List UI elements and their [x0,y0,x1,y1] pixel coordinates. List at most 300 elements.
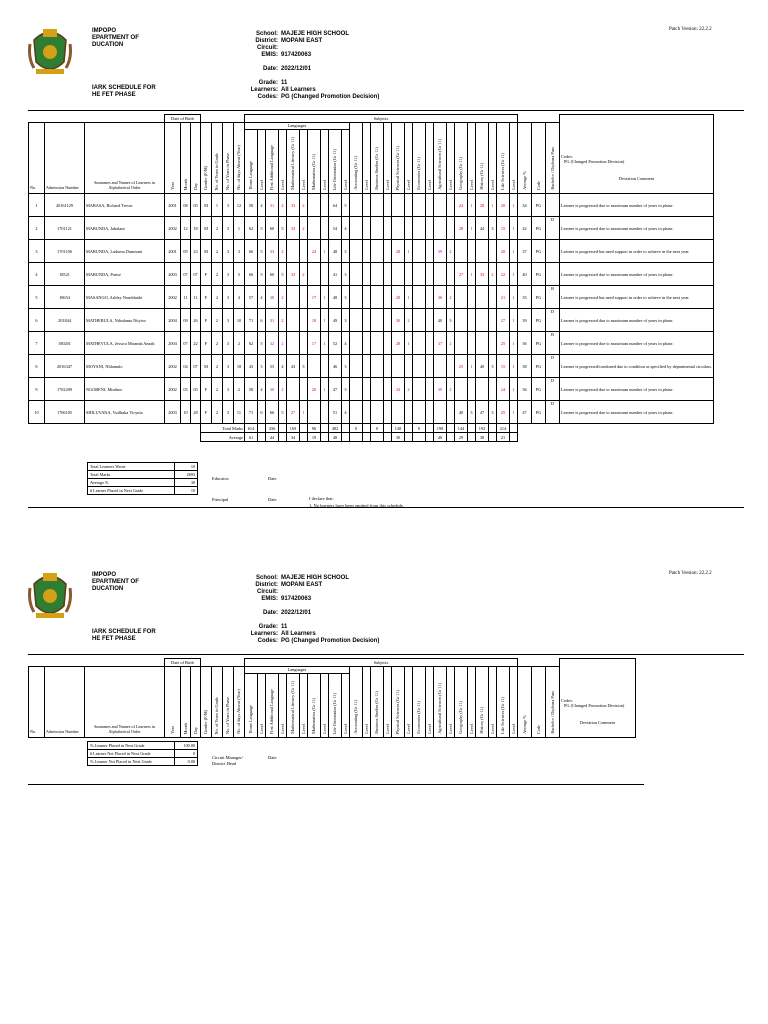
column-header-label: Level [447,180,453,190]
schedule-title [92,629,156,643]
cell-level: 4 [258,286,266,309]
cell-month: 12 [181,217,191,240]
column-header [384,667,392,738]
totals-cell: 436 [266,424,279,433]
cell-mark: 20 [497,240,510,263]
cell-day: 22 [191,332,201,355]
cell-level: 2 [300,263,308,286]
cell-level [426,240,434,263]
cell-no: 1 [29,194,45,217]
cell-level: 2 [447,332,455,355]
cell-level: 3 [489,217,497,240]
learner-row [29,240,714,263]
blank-cell [29,659,165,667]
dob-group-header: Date of Birth [165,659,201,667]
column-header [434,123,447,194]
column-header [266,667,279,738]
cell-no: 2 [29,217,45,240]
column-header [279,667,287,738]
info-label: District: [255,582,278,588]
blank-cell [29,424,201,433]
cell-level [300,240,308,263]
schedule-title-line: IARK SCHEDULE FOR [92,85,156,91]
cell-deviation-comment: Learner is progressed due to maximum number of years in phase. [560,401,714,424]
cell-year: 2004 [165,332,181,355]
cell-mark [392,401,405,424]
column-header [165,123,181,194]
column-header-label: Agricultural Sciences (Gr 11) [436,683,442,734]
info-value: All Learners [281,87,316,93]
cell-no: 5 [29,286,45,309]
summary-label: Total Learners Wrote [88,463,175,471]
cell-yip: 3 [223,194,234,217]
info-value: MAJEJE HIGH SCHOOL [281,575,350,581]
cell-level: 2 [300,217,308,240]
dept-line: EPARTMENT OF [92,579,139,585]
column-header-label: Level [468,724,474,734]
column-header-label: Level [384,724,390,734]
deviation-header: Deviation Comment [580,719,615,725]
totals-cell [342,433,350,442]
dept-line: DUCATION [92,586,124,592]
cell-yig: 2 [212,401,223,424]
cell-deviation-comment: Learner is progressed but need support in order to achieve in the next year. [560,286,714,309]
cell-gender: F [201,263,212,286]
summary-row [88,742,198,750]
cell-mark: 28 [392,286,405,309]
column-header [468,667,476,738]
cell-mark [371,401,384,424]
cell-average: 36 [518,332,532,355]
cell-code: PG [532,309,546,332]
cell-abs: 5 [234,263,245,286]
cell-level: 1 [321,240,329,263]
cell-mark [455,378,468,401]
cell-average: 42 [518,217,532,240]
cell-mark [434,217,447,240]
department-name [92,572,139,593]
column-header [45,123,85,194]
blank-cell [201,115,245,123]
info-value: 917420063 [281,52,312,58]
column-header [497,123,510,194]
cell-level: 2 [447,378,455,401]
totals-label: Total Marks [201,424,245,433]
info-value: 2022/12/01 [281,66,312,72]
column-header [546,123,560,194]
cell-mark: 58 [245,194,258,217]
cell-average: 47 [518,401,532,424]
cell-mark: 17 [308,286,321,309]
totals-cell [447,433,455,442]
column-header [392,123,405,194]
cell-level [384,194,392,217]
column-header-label: No. [30,729,37,734]
column-header [212,667,223,738]
column-header-label: Surnames and Names of Learners in Alphabetical Order [94,724,155,734]
cell-level [405,355,413,378]
cell-mark: 52 [329,332,342,355]
cell-level [447,217,455,240]
cell-level [384,332,392,355]
cell-year: 2004 [165,309,181,332]
cell-mark [476,332,489,355]
column-header-label: Geography (Gr 11) [457,701,463,734]
schedule-page-1 [0,0,768,508]
cell-mark [413,194,426,217]
cell-mark: 71 [245,309,258,332]
cell-mark: 20 [497,194,510,217]
cell-deviation-comment: Learner is progressed/condoned due to condition as specified by departmental circulars. [560,355,714,378]
column-header [489,123,497,194]
cell-yip: 3 [223,332,234,355]
cell-level: 2 [405,309,413,332]
cell-level [489,240,497,263]
column-header-label: Year [169,182,175,190]
cell-level: 1 [510,378,518,401]
cell-mark [287,378,300,401]
totals-cell: 192 [476,424,489,433]
column-header [234,667,245,738]
summary-label: % Learner Not Placed in Next Grade [88,758,175,766]
cell-mark: 54 [329,217,342,240]
column-header [455,123,468,194]
info-label: Codes: [257,638,278,644]
subjects-group-header: Subjects [245,659,518,667]
summary-row [88,750,198,758]
cell-mark [434,355,447,378]
column-header-label: Gender (F/M) [202,710,208,734]
cell-month: 10 [181,401,191,424]
totals-cell: 0 [371,424,384,433]
cell-day: 11 [191,286,201,309]
info-value: 2022/12/01 [281,610,312,616]
cell-mark: 47 [329,378,342,401]
column-header [329,667,342,738]
column-header [321,123,329,194]
cell-yig: 2 [212,217,223,240]
languages-group-header: Languages [245,123,349,130]
column-header-label: No. of days Absent (Year) [235,145,241,190]
info-label: Circuit: [257,589,278,595]
cell-mark: 49 [329,309,342,332]
cell-day: 23 [191,240,201,263]
column-header-label: Economics (Gr 11) [415,157,421,190]
cell-level: 2 [300,194,308,217]
cell-mark: 33 [287,194,300,217]
cell-yip: 3 [223,286,234,309]
cell-level [321,263,329,286]
column-header-label: Level [405,180,411,190]
totals-cell: 40 [434,433,447,442]
cell-mark [392,263,405,286]
learner-row [29,401,714,424]
cell-yig: 2 [212,378,223,401]
column-header [258,667,266,738]
patch-version: Patch Version: 22.2.2 [669,27,712,32]
column-header [363,123,371,194]
info-value: MOPANI EAST [281,38,323,44]
cell-mark: 33 [287,217,300,240]
cell-level: 2 [279,332,287,355]
cell-level: 1 [510,263,518,286]
cell-level: 1 [321,378,329,401]
cell-level: 2 [279,309,287,332]
cell-level: 2 [489,263,497,286]
totals-cell [363,424,371,433]
cell-level: 5 [258,217,266,240]
column-header-label: Bachelor / Diploma Pass [549,147,555,190]
cell-level [363,194,371,217]
cell-code: PG [532,286,546,309]
cell-gender: F [201,332,212,355]
cell-mark: 36 [434,286,447,309]
column-header-label: No. [30,185,37,190]
cell-level [384,240,392,263]
cell-level: 3 [342,378,350,401]
cell-bachelor-diploma: D [546,355,560,378]
dept-line: IMPOPO [92,28,117,34]
cell-level: 1 [468,263,476,286]
cell-level: 1 [468,217,476,240]
cell-mark: 51 [329,401,342,424]
cell-code: PG [532,263,546,286]
cell-level [405,217,413,240]
column-header-label: Life Sciences (Gr 11) [499,697,505,734]
cell-day: 26 [191,309,201,332]
cell-no: 8 [29,355,45,378]
totals-cell: 44 [266,433,279,442]
cell-mark [350,217,363,240]
summary-label: Total Marks [88,471,175,479]
totals-cell [510,433,518,442]
cell-mark [308,263,321,286]
totals-cell: 21 [497,433,510,442]
cell-code: PG [532,332,546,355]
cell-mark [413,240,426,263]
cell-mark: 20 [308,378,321,401]
cell-mark [350,286,363,309]
cell-mark [350,332,363,355]
cell-level: 2 [279,286,287,309]
cell-level [405,194,413,217]
column-header [363,667,371,738]
cell-level [384,286,392,309]
column-header-label: Level [258,180,264,190]
totals-cell [468,433,476,442]
cell-bachelor-diploma: D [546,378,560,401]
column-header [300,123,308,194]
cell-mark [413,217,426,240]
cell-level [363,332,371,355]
cell-yip: 3 [223,378,234,401]
declaration-item: 1. No learners have been omitted from this schedule. [309,503,404,508]
column-header-label: Home Language [247,705,253,734]
totals-row [29,433,714,442]
cell-yip: 3 [223,401,234,424]
column-header-label: Physical Sciences (Gr 11) [394,145,400,190]
column-header-label: Home Language [247,161,253,190]
cell-mark [350,194,363,217]
column-header-label: Life Orientation (Gr 11) [331,692,337,734]
column-header [510,123,518,194]
cell-mark: 64 [329,194,342,217]
column-header [413,667,426,738]
totals-cell: 198 [434,424,447,433]
cell-mark [371,286,384,309]
cell-level [468,378,476,401]
cell-deviation-comment: Learner is progressed but need support in order to achieve in the next year. [560,240,714,263]
cell-level [468,240,476,263]
cell-yig: 2 [212,240,223,263]
cell-mark [455,286,468,309]
cell-level [321,401,329,424]
info-label: Learners: [250,631,278,637]
cell-level: 1 [321,332,329,355]
schedule-page-2 [0,544,768,1024]
cell-level [447,355,455,378]
column-header-label: First Additional Language [268,688,274,734]
column-header [308,667,321,738]
column-header-label: Mathematics (Gr 11) [310,698,316,734]
cell-level [363,263,371,286]
totals-cell: 48 [329,433,342,442]
cell-level: 5 [342,194,350,217]
cell-mark: 71 [245,401,258,424]
column-header-label: Agricultural Sciences (Gr 11) [436,139,442,190]
cell-gender: F [201,378,212,401]
cell-level: 1 [468,194,476,217]
totals-cell: 614 [245,424,258,433]
cell-adm: 180201 [45,332,85,355]
summary-row [88,463,198,471]
cell-no: 6 [29,309,45,332]
cell-mark: 33 [476,263,489,286]
cell-level: 3 [258,355,266,378]
cell-level [363,217,371,240]
cell-no: 7 [29,332,45,355]
cell-mark: 40 [455,401,468,424]
column-header [405,667,413,738]
totals-cell [384,424,392,433]
cell-month: 05 [181,378,191,401]
column-header [455,667,468,738]
cell-mark: 15 [497,355,510,378]
school-info [230,575,379,645]
cell-bachelor-diploma: B [546,286,560,309]
column-header [266,123,279,194]
cell-mark [350,240,363,263]
column-header-label: Day [192,726,198,734]
cell-level [405,401,413,424]
codes-box [560,115,714,194]
summary-table [87,462,198,495]
cell-level: 3 [447,309,455,332]
totals-cell [371,433,384,442]
cell-mark [392,194,405,217]
cell-code: PG [532,217,546,240]
cell-level: 2 [405,378,413,401]
cell-name: MABUNDA, Luduma Dumisani [85,240,165,263]
cell-bachelor-diploma: D [546,401,560,424]
cell-mark: 30 [392,309,405,332]
cell-level [300,286,308,309]
cell-level: 5 [258,332,266,355]
summary-row [88,471,198,479]
cell-level: 5 [279,401,287,424]
cell-adm: 1701121 [45,217,85,240]
blank-cell [518,659,560,667]
cell-yip: 3 [223,355,234,378]
cell-mark: 18 [308,309,321,332]
column-header [85,123,165,194]
column-header-label: Level [384,180,390,190]
cell-mark: 22 [497,263,510,286]
codes-label: Codes: [561,153,573,159]
cell-level [426,378,434,401]
cell-mark [371,332,384,355]
column-header [308,123,321,194]
cell-year: 2002 [165,286,181,309]
cell-mark: 27 [497,309,510,332]
cell-no: 9 [29,378,45,401]
column-header-label: Level [363,180,369,190]
column-header [201,123,212,194]
cell-abs: 1 [234,217,245,240]
info-label: Grade: [258,624,278,630]
blank-cell [518,115,560,123]
cell-gender: F [201,309,212,332]
cell-level: 3 [300,355,308,378]
cell-level: 2 [279,194,287,217]
column-header-label: Level [447,724,453,734]
cell-gender: M [201,217,212,240]
column-header-label: History (Gr 11) [478,163,484,190]
info-label: School: [256,575,278,581]
cell-mark [413,332,426,355]
cell-mark [434,194,447,217]
column-header [329,123,342,194]
cell-adm: 1702209 [45,378,85,401]
column-header [321,667,329,738]
cell-level: 3 [342,240,350,263]
cell-abs: 2 [234,378,245,401]
cell-level [321,194,329,217]
cell-deviation-comment: Learner is progressed due to maximum number of years in phase. [560,332,714,355]
column-header-label: First Additional Language [268,144,274,190]
column-header [29,667,45,738]
column-header [426,667,434,738]
learner-row [29,286,714,309]
column-header [426,123,434,194]
column-header-label: Gender (F/M) [202,166,208,190]
totals-cell [363,433,371,442]
cell-mark: 48 [329,240,342,263]
cell-level: 1 [300,401,308,424]
cell-year: 2002 [165,378,181,401]
summary-row [88,758,198,766]
cell-bachelor-diploma [546,240,560,263]
cell-mark [371,194,384,217]
cell-mark: 46 [329,355,342,378]
column-header-label: Level [489,180,495,190]
column-header-label: Month [182,722,188,734]
cell-mark [392,355,405,378]
cell-level [468,309,476,332]
column-header-label: Level [321,724,327,734]
column-header [191,123,201,194]
column-header [223,667,234,738]
